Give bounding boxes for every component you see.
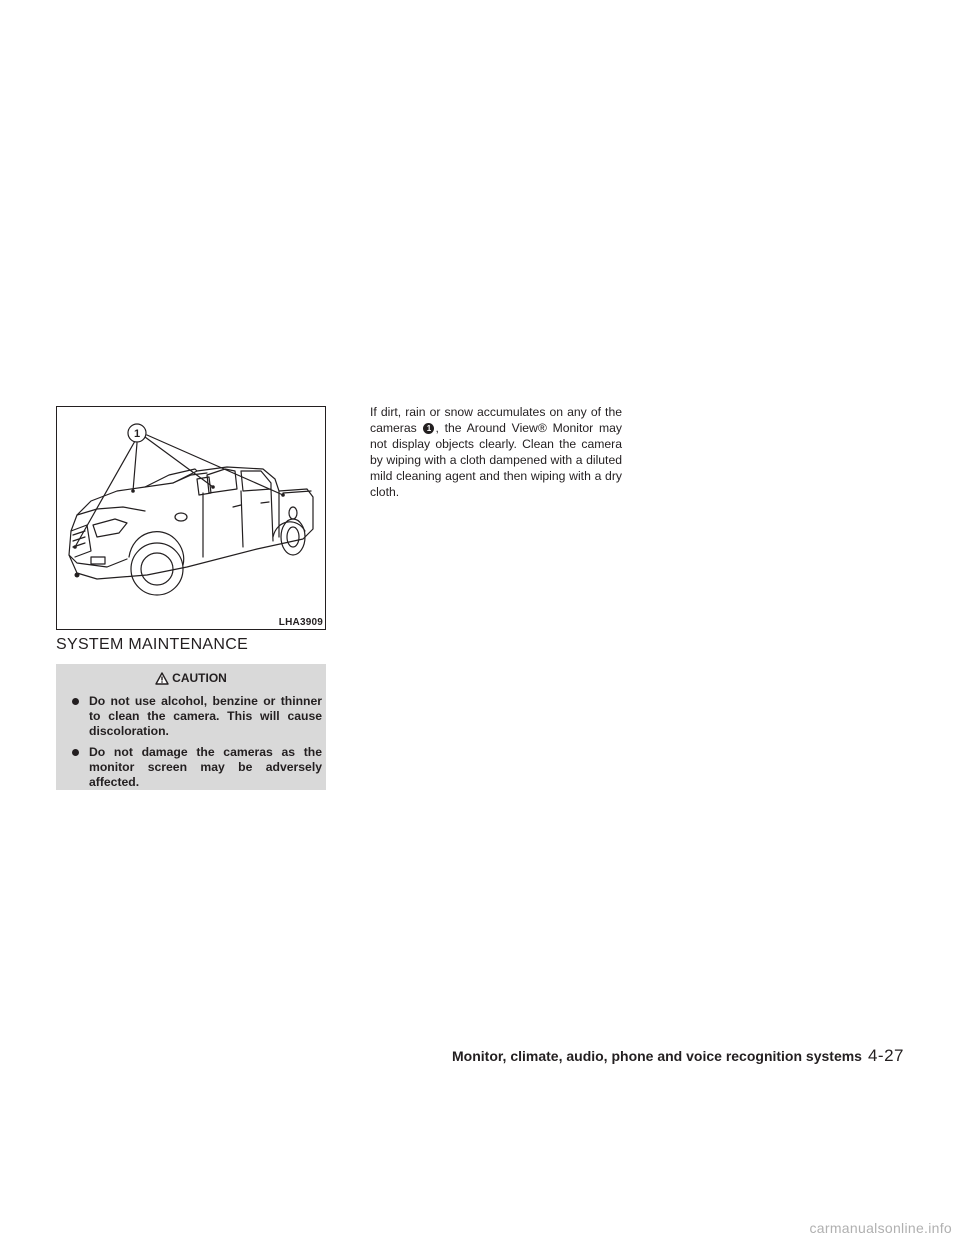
callout-circle: [128, 424, 146, 442]
caution-item-text: Do not damage the cameras as the monitor screen may be adversely affected.: [89, 745, 322, 789]
maintenance-paragraph: [370, 404, 622, 500]
caution-label: CAUTION: [172, 671, 227, 685]
watermark: carmanualsonline.info: [809, 1220, 952, 1236]
caution-heading: [60, 671, 322, 685]
truck-camera-figure: [56, 406, 326, 630]
callout-marker: 1: [423, 423, 434, 434]
bullet-icon: [72, 698, 79, 705]
warning-triangle-icon: [155, 672, 169, 685]
paragraph-text-start: If dirt, rain or snow accumulates on any of the cameras: [370, 405, 622, 435]
caution-item-text: Do not use alcohol, benzine or thinner to clean the camera. This will cause discoloration.: [89, 694, 322, 738]
page-number: 4-27: [867, 1046, 904, 1065]
caution-box: [56, 664, 326, 790]
bullet-icon: [72, 749, 79, 756]
caution-list: [72, 694, 322, 790]
figure-code: LHA3909: [278, 617, 323, 628]
paragraph-text-end: , the Around View® Monitor may not display objects clearly. Clean the camera by wiping with a cloth dampened with a diluted mild cleaning agent and then wiping with a dry cloth.: [370, 421, 622, 499]
caution-item: [72, 694, 322, 739]
caution-item: [72, 745, 322, 790]
callout-number: 1: [133, 428, 141, 440]
footer-section-title: Monitor, climate, audio, phone and voice recognition systems: [452, 1048, 862, 1064]
section-title: SYSTEM MAINTENANCE: [56, 636, 249, 653]
page-footer: [452, 1046, 904, 1066]
truck-illustration: [57, 407, 325, 629]
